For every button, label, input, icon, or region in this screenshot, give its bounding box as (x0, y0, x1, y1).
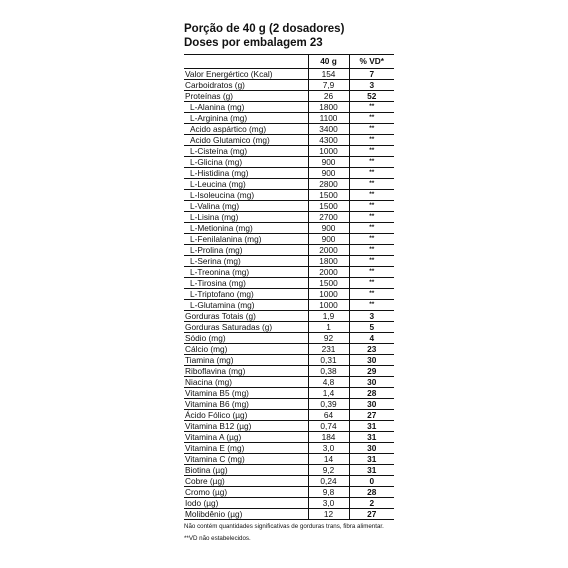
table-row (184, 443, 394, 454)
nutrient-name: L-Glicina (mg) (184, 157, 308, 168)
nutrient-amount: 92 (308, 333, 349, 344)
column-header-daily-value: % VD* (349, 55, 394, 69)
nutrient-daily-value: 3 (349, 80, 394, 91)
table-row (184, 168, 394, 179)
nutrient-amount: 0,74 (308, 421, 349, 432)
nutrient-name: L-Valina (mg) (184, 201, 308, 212)
table-row (184, 146, 394, 157)
nutrient-amount: 3400 (308, 124, 349, 135)
nutrient-daily-value: 23 (349, 344, 394, 355)
nutrient-amount: 12 (308, 509, 349, 520)
nutrient-amount: 64 (308, 410, 349, 421)
nutrient-name: Vitamina A (µg) (184, 432, 308, 443)
column-header-amount: 40 g (308, 55, 349, 69)
nutrient-name: Gorduras Saturadas (g) (184, 322, 308, 333)
nutrient-amount: 1100 (308, 113, 349, 124)
nutrient-amount: 4300 (308, 135, 349, 146)
nutrient-amount: 0,31 (308, 355, 349, 366)
nutrient-amount: 26 (308, 91, 349, 102)
nutrient-amount: 0,24 (308, 476, 349, 487)
table-row (184, 179, 394, 190)
nutrient-name: Vitamina C (mg) (184, 454, 308, 465)
table-row (184, 278, 394, 289)
nutrient-daily-value: 2 (349, 498, 394, 509)
nutrient-daily-value: ** (349, 223, 394, 234)
nutrient-amount: 4,8 (308, 377, 349, 388)
table-row (184, 355, 394, 366)
table-row (184, 498, 394, 509)
nutrient-daily-value: 30 (349, 443, 394, 454)
table-row (184, 454, 394, 465)
nutrient-amount: 900 (308, 157, 349, 168)
nutrient-name: Vitamina B5 (mg) (184, 388, 308, 399)
nutrient-amount: 2700 (308, 212, 349, 223)
table-row (184, 102, 394, 113)
nutrient-amount: 900 (308, 223, 349, 234)
nutrient-amount: 1,9 (308, 311, 349, 322)
nutrient-name: L-Isoleucina (mg) (184, 190, 308, 201)
table-row (184, 344, 394, 355)
nutrient-daily-value: ** (349, 135, 394, 146)
table-row (184, 212, 394, 223)
table-row (184, 80, 394, 91)
nutrient-amount: 1000 (308, 289, 349, 300)
nutrient-name: Sódio (mg) (184, 333, 308, 344)
table-row (184, 421, 394, 432)
nutrient-name: Valor Energértico (Kcal) (184, 69, 308, 80)
nutrient-daily-value: 5 (349, 322, 394, 333)
nutrient-amount: 2800 (308, 179, 349, 190)
nutrient-name: Cromo (µg) (184, 487, 308, 498)
nutrient-amount: 7,9 (308, 80, 349, 91)
nutrient-daily-value: 31 (349, 432, 394, 443)
table-row (184, 333, 394, 344)
table-row (184, 256, 394, 267)
nutrient-daily-value: ** (349, 157, 394, 168)
nutrient-name: Proteínas (g) (184, 91, 308, 102)
nutrient-daily-value: 27 (349, 509, 394, 520)
table-row (184, 113, 394, 124)
nutrient-daily-value: ** (349, 267, 394, 278)
nutrient-daily-value: 52 (349, 91, 394, 102)
nutrient-daily-value: 0 (349, 476, 394, 487)
table-row (184, 245, 394, 256)
nutrient-amount: 1800 (308, 102, 349, 113)
nutrient-amount: 9,2 (308, 465, 349, 476)
nutrient-amount: 1000 (308, 300, 349, 311)
nutrient-name: L-Serina (mg) (184, 256, 308, 267)
table-row (184, 410, 394, 421)
nutrient-daily-value: ** (349, 113, 394, 124)
nutrient-name: Biotina (µg) (184, 465, 308, 476)
nutrient-name: Cálcio (mg) (184, 344, 308, 355)
table-row (184, 234, 394, 245)
nutrient-daily-value: 3 (349, 311, 394, 322)
nutrient-name: Gorduras Totais (g) (184, 311, 308, 322)
nutrient-daily-value: ** (349, 190, 394, 201)
nutrient-name: Cobre (µg) (184, 476, 308, 487)
nutrient-name: L-Glutamina (mg) (184, 300, 308, 311)
nutrient-name: Molibdênio (µg) (184, 509, 308, 520)
nutrient-daily-value: ** (349, 300, 394, 311)
nutrient-name: L-Treonina (mg) (184, 267, 308, 278)
nutrition-table (184, 54, 394, 520)
nutrient-daily-value: ** (349, 289, 394, 300)
nutrient-name: L-Cisteína (mg) (184, 146, 308, 157)
nutrient-amount: 1500 (308, 201, 349, 212)
table-row (184, 289, 394, 300)
nutrient-daily-value: 28 (349, 487, 394, 498)
column-header-nutrient (184, 55, 308, 69)
nutrient-daily-value: 28 (349, 388, 394, 399)
nutrient-name: L-Histidina (mg) (184, 168, 308, 179)
nutrient-daily-value: ** (349, 124, 394, 135)
nutrient-daily-value: 31 (349, 421, 394, 432)
nutrient-amount: 1500 (308, 190, 349, 201)
table-row (184, 476, 394, 487)
table-row (184, 366, 394, 377)
nutrient-daily-value: ** (349, 102, 394, 113)
nutrient-name: Tiamina (mg) (184, 355, 308, 366)
nutrient-amount: 900 (308, 168, 349, 179)
nutrient-daily-value: ** (349, 212, 394, 223)
nutrient-amount: 2000 (308, 267, 349, 278)
nutrient-amount: 184 (308, 432, 349, 443)
nutrient-daily-value: ** (349, 278, 394, 289)
nutrient-daily-value: 30 (349, 377, 394, 388)
table-row (184, 223, 394, 234)
nutrient-amount: 231 (308, 344, 349, 355)
table-row (184, 135, 394, 146)
nutrient-daily-value: 4 (349, 333, 394, 344)
nutrient-daily-value: 27 (349, 410, 394, 421)
table-header-row (184, 55, 394, 69)
serving-size: Porção de 40 g (2 dosadores) (184, 23, 345, 35)
nutrient-name: L-Prolina (mg) (184, 245, 308, 256)
nutrient-name: Vitamina E (mg) (184, 443, 308, 454)
table-row (184, 91, 394, 102)
nutrient-name: L-Leucina (mg) (184, 179, 308, 190)
nutrient-name: Vitamina B12 (µg) (184, 421, 308, 432)
nutrient-name: L-Triptofano (mg) (184, 289, 308, 300)
nutrient-amount: 14 (308, 454, 349, 465)
nutrient-name: Vitamina B6 (mg) (184, 399, 308, 410)
table-row (184, 267, 394, 278)
nutrient-daily-value: 30 (349, 355, 394, 366)
nutrient-daily-value: 31 (349, 465, 394, 476)
nutrient-amount: 9,8 (308, 487, 349, 498)
nutrient-name: L-Alanina (mg) (184, 102, 308, 113)
nutrient-name: L-Arginina (mg) (184, 113, 308, 124)
nutrient-amount: 1800 (308, 256, 349, 267)
nutrient-daily-value: ** (349, 168, 394, 179)
table-row (184, 399, 394, 410)
nutrient-daily-value: 7 (349, 69, 394, 80)
nutrient-amount: 3,0 (308, 498, 349, 509)
nutrient-amount: 1500 (308, 278, 349, 289)
nutrient-name: L-Metionina (mg) (184, 223, 308, 234)
nutrient-name: Acido Glutamico (mg) (184, 135, 308, 146)
table-row (184, 432, 394, 443)
nutrient-amount: 154 (308, 69, 349, 80)
table-row (184, 509, 394, 520)
nutrient-name: L-Lisina (mg) (184, 212, 308, 223)
table-row (184, 487, 394, 498)
table-row (184, 124, 394, 135)
nutrient-amount: 0,38 (308, 366, 349, 377)
nutrient-amount: 1000 (308, 146, 349, 157)
table-row (184, 388, 394, 399)
nutrient-amount: 2000 (308, 245, 349, 256)
table-row (184, 201, 394, 212)
nutrient-daily-value: ** (349, 245, 394, 256)
nutrient-daily-value: 30 (349, 399, 394, 410)
table-row (184, 300, 394, 311)
footnote-trans-fat: Não contém quantidades significativas de gorduras trans, fibra alimentar. (184, 523, 384, 530)
nutrient-name: Niacina (mg) (184, 377, 308, 388)
table-body (184, 69, 394, 520)
nutrient-name: Iodo (µg) (184, 498, 308, 509)
nutrient-daily-value: ** (349, 256, 394, 267)
nutrient-amount: 3,0 (308, 443, 349, 454)
nutrient-name: Riboflavina (mg) (184, 366, 308, 377)
nutrient-amount: 1 (308, 322, 349, 333)
nutrient-name: Ácido Fólico (µg) (184, 410, 308, 421)
nutrient-name: Carboidratos (g) (184, 80, 308, 91)
table-row (184, 69, 394, 80)
nutrient-daily-value: ** (349, 201, 394, 212)
table-row (184, 322, 394, 333)
table-row (184, 311, 394, 322)
nutrient-amount: 0,39 (308, 399, 349, 410)
nutrient-daily-value: 31 (349, 454, 394, 465)
nutrient-daily-value: ** (349, 179, 394, 190)
nutrient-amount: 1,4 (308, 388, 349, 399)
nutrient-name: L-Fenilalanina (mg) (184, 234, 308, 245)
nutrient-name: Acido aspártico (mg) (184, 124, 308, 135)
nutrition-label (184, 22, 394, 544)
table-row (184, 377, 394, 388)
table-row (184, 465, 394, 476)
servings-per-package: Doses por embalagem 23 (184, 37, 323, 49)
nutrient-daily-value: ** (349, 234, 394, 245)
nutrient-amount: 900 (308, 234, 349, 245)
nutrient-daily-value: 29 (349, 366, 394, 377)
table-row (184, 157, 394, 168)
table-row (184, 190, 394, 201)
nutrient-name: L-Tirosina (mg) (184, 278, 308, 289)
footnote-vd: **VD não estabelecidos. (184, 535, 251, 542)
nutrient-daily-value: ** (349, 146, 394, 157)
